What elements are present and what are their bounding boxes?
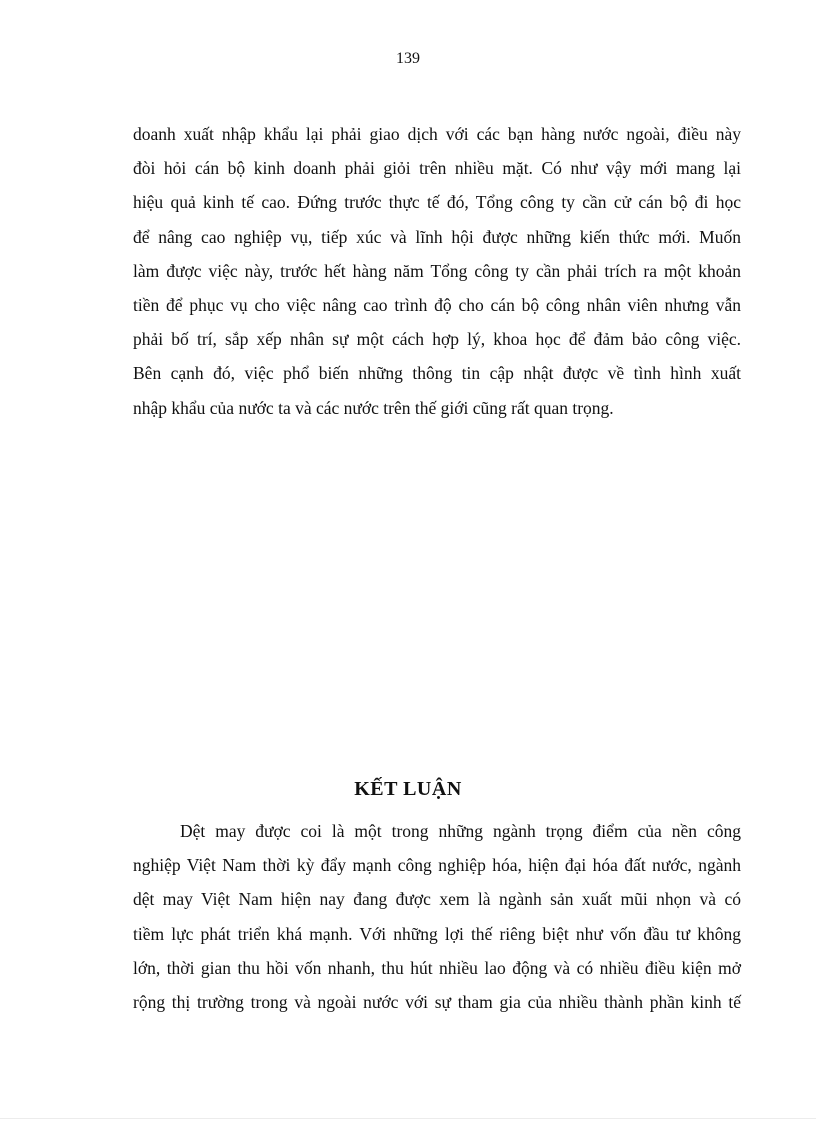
body-paragraph-1 (133, 117, 741, 425)
paragraph-line: đòi hỏi cán bộ kinh doanh phải giỏi trên nhiều mặt. Có như vậy mới mang lại (133, 158, 741, 179)
paragraph-line: để nâng cao nghiệp vụ, tiếp xúc và lĩnh hội được những kiến thức mới. Muốn (133, 226, 741, 247)
body-paragraph-2 (133, 814, 741, 1019)
paragraph-line: rộng thị trường trong và ngoài nước với sự tham gia của nhiều thành phần kinh tế (133, 992, 741, 1013)
paragraph-line: dệt may Việt Nam hiện nay đang được xem là ngành sản xuất mũi nhọn và có (133, 889, 741, 910)
paragraph-line: nghiệp Việt Nam thời kỳ đẩy mạnh công nghiệp hóa, hiện đại hóa đất nước, ngành (133, 855, 741, 876)
paragraph-line: doanh xuất nhập khẩu lại phải giao dịch với các bạn hàng nước ngoài, điều này (133, 124, 741, 144)
paragraph-line: tiền để phục vụ cho việc nâng cao trình độ cho cán bộ công nhân viên nhưng vẫn (133, 295, 741, 316)
page-number: 139 (396, 50, 420, 67)
paragraph-line: nhập khẩu của nước ta và các nước trên thế giới cũng rất quan trọng. (133, 397, 614, 418)
paragraph-line: tiềm lực phát triển khá mạnh. Với những lợi thế riêng biệt như vốn đầu tư không (133, 923, 741, 944)
paragraph-line: hiệu quả kinh tế cao. Đứng trước thực tế đó, Tổng công ty cần cử cán bộ đi học (133, 192, 741, 213)
paragraph-line: làm được việc này, trước hết hàng năm Tổng công ty cần phải trích ra một khoản (133, 260, 741, 281)
paragraph-line: Dệt may được coi là một trong những ngành trọng điểm của nền công (180, 821, 741, 841)
paragraph-line: phải bố trí, sắp xếp nhân sự một cách hợp lý, khoa học để đảm bảo công việc. (133, 329, 741, 350)
page-bottom-edge (0, 1118, 816, 1119)
section-heading: KẾT LUẬN (354, 778, 462, 800)
paragraph-line: lớn, thời gian thu hồi vốn nhanh, thu hút nhiều lao động và có nhiều điều kiện mở (133, 957, 741, 978)
paragraph-line: Bên cạnh đó, việc phổ biến những thông tin cập nhật được về tình hình xuất (133, 363, 741, 384)
